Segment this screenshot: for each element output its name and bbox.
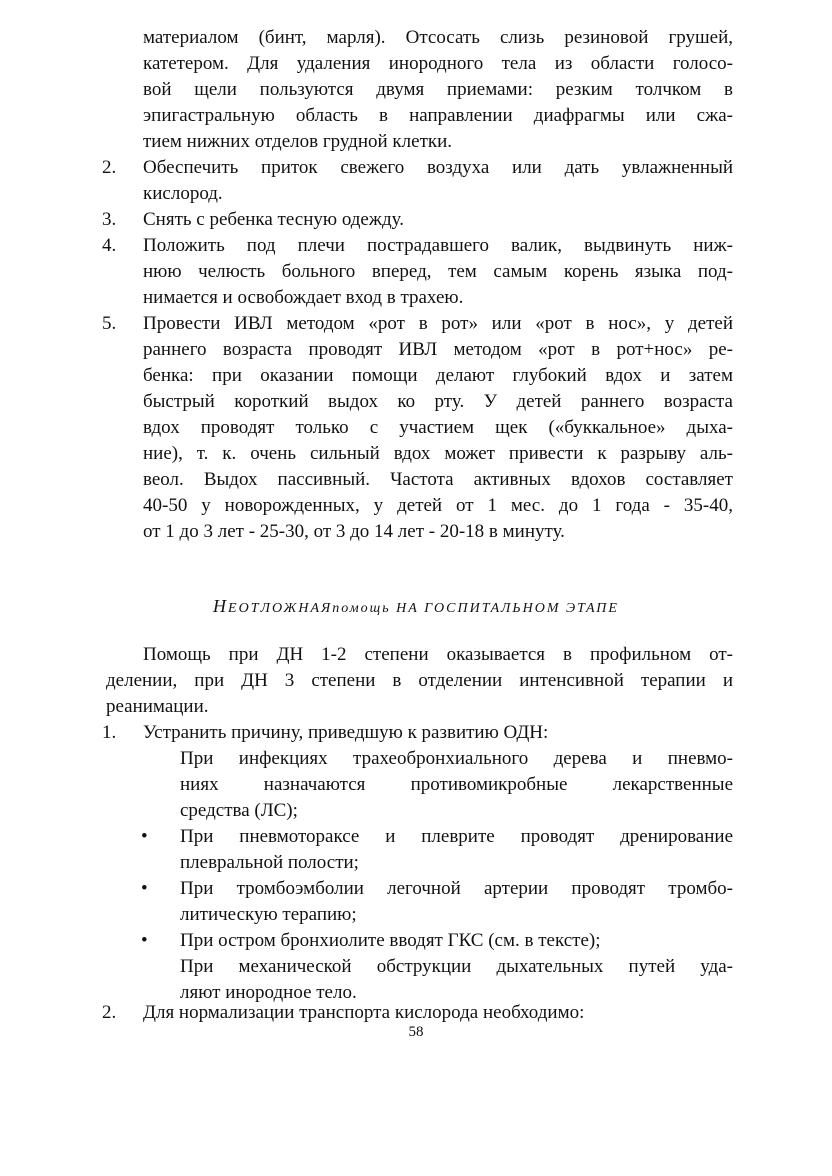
bullet-marker: • [141,930,148,951]
text-line: 40-50 у новорожденных, у детей от 1 мес. до 1 года - 35-40, [143,495,733,516]
text-line: делении, при ДН 3 степени в отделении интенсивной терапии и [106,670,733,691]
text-line: плевральной полости; [180,852,359,873]
text-line: литическую терапию; [180,904,357,925]
heading-text: ЕОТЛОЖНАЯпомощь НА ГОСПИТАЛЬНОМ ЭТАПЕ [228,601,619,616]
text-line: Обеспечить приток свежего воздуха или дать увлажненный [143,157,733,178]
section-heading [0,593,832,619]
text-line: реанимации. [106,696,209,717]
page-number: 58 [408,1024,424,1040]
bullet-marker: • [141,878,148,899]
heading-initial: Н [213,596,229,616]
text-line: бенка: при оказании помощи делают глубокий вдох и затем [143,365,733,386]
text-line: ляют инородное тело. [180,982,357,1003]
text-line: нюю челюсть больного вперед, тем самым корень языка под- [143,261,733,282]
text-line: катетером. Для удаления инородного тела из области голосо- [143,53,733,74]
text-line: При инфекциях трахеобронхиального дерева и пневмо- [180,748,733,769]
list-number: 2. [102,1002,117,1023]
list-number: 2. [102,157,117,178]
text-line: материалом (бинт, марля). Отсосать слизь резиновой грушей, [143,27,733,48]
text-line: При тромбоэмболии легочной артерии проводят тромбо- [180,878,733,899]
text-line: При остром бронхиолите вводят ГКС (см. в тексте); [180,930,601,951]
list-number: 5. [102,313,117,334]
text-line: быстрый короткий выдох ко рту. У детей раннего возраста [143,391,733,412]
text-line: вой щели пользуются двумя приемами: резким толчком в [143,79,733,100]
text-line: ние), т. к. очень сильный вдох может привести к разрыву аль- [143,443,733,464]
text-line: средства (ЛС); [180,800,298,821]
text-line: Устранить причину, приведшую к развитию ОДН: [143,722,549,743]
text-line: от 1 до 3 лет - 25-30, от 3 до 14 лет - 20-18 в минуту. [143,521,565,542]
text-line: Провести ИВЛ методом «рот в рот» или «рот в нос», у детей [143,313,733,334]
text-line: раннего возраста проводят ИВЛ методом «рот в рот+нос» ре- [143,339,733,360]
bullet-marker: • [141,826,148,847]
text-line: вдох проводят только с участием щек («буккальное» дыха- [143,417,733,438]
list-number: 4. [102,235,117,256]
text-line: кислород. [143,183,223,204]
text-line: тием нижних отделов грудной клетки. [143,131,453,152]
list-number: 1. [102,722,117,743]
text-line: Для нормализации транспорта кислорода необходимо: [143,1002,585,1023]
text-line: При механической обструкции дыхательных путей уда- [180,956,733,977]
text-line: Помощь при ДН 1-2 степени оказывается в профильном от- [143,644,733,665]
text-line: При пневмотораксе и плеврите проводят дренирование [180,826,733,847]
text-line: Снять с ребенка тесную одежду. [143,209,405,230]
text-line: ниях назначаются противомикробные лекарственные [180,774,733,795]
text-line: Положить под плечи пострадавшего валик, выдвинуть ниж- [143,235,733,256]
text-line: веол. Выдох пассивный. Частота активных вдохов составляет [143,469,733,490]
list-number: 3. [102,209,117,230]
text-line: эпигастральную область в направлении диафрагмы или сжа- [143,105,733,126]
text-line: нимается и освобождает вход в трахею. [143,287,464,308]
